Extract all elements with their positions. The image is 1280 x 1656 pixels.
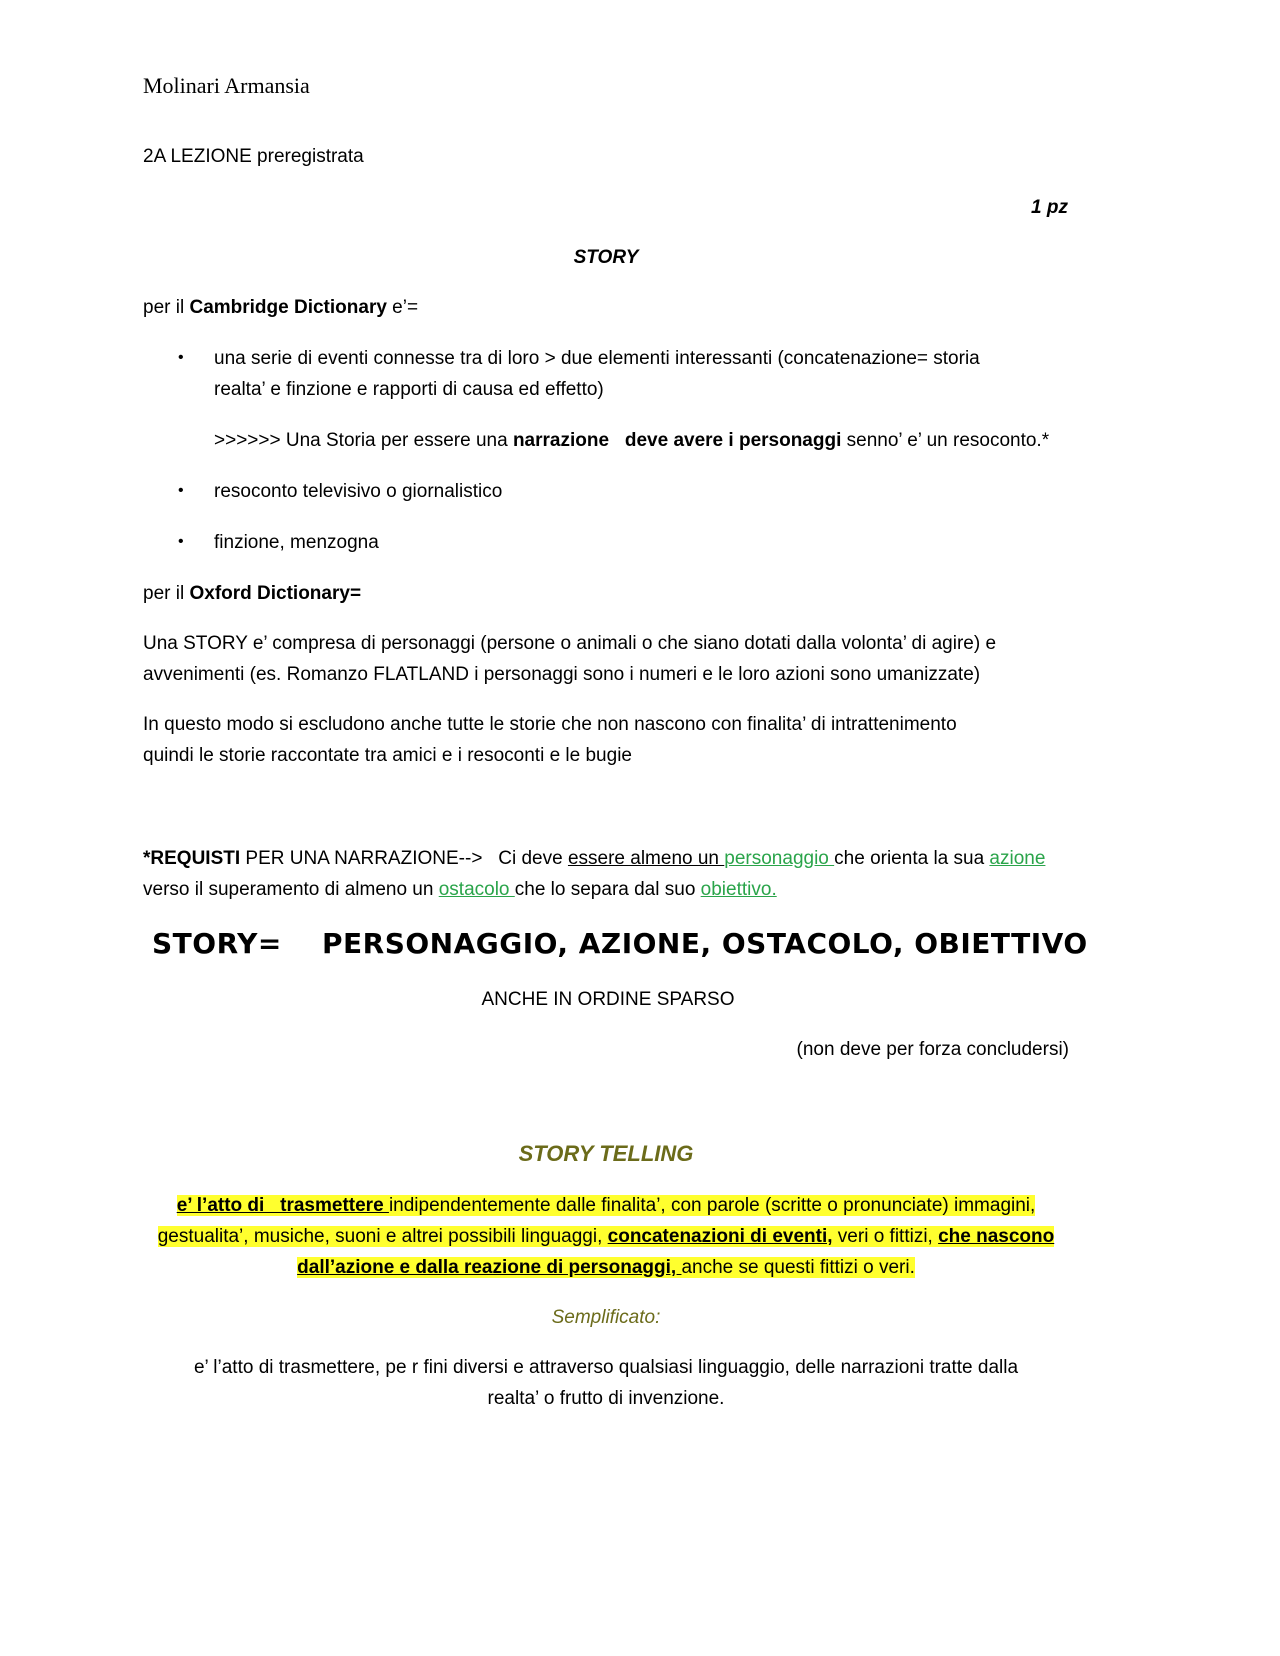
- requisiti-line-2-text-1: verso il superamento di almeno un: [143, 879, 439, 900]
- requisiti-line-2: [143, 879, 777, 902]
- bullet-1-line-2: realta’ e finzione e rapporti di causa ed effetto): [214, 379, 604, 400]
- definition-azione-reazione: dall’azione e dalla reazione di personaggi,: [297, 1257, 682, 1278]
- bullet-1: •: [178, 349, 184, 366]
- simplified-label: Semplificato:: [551, 1307, 661, 1328]
- link-obiettivo[interactable]: obiettivo.: [700, 879, 777, 900]
- note-pre: >>>>>> Una Storia per essere una: [214, 430, 513, 451]
- requisiti-line-1: [143, 848, 1045, 871]
- page-marker: 1 pz: [1031, 197, 1068, 218]
- definition-line-1: [0, 1195, 1212, 1218]
- definition-che-nascono: che nascono: [938, 1226, 1055, 1247]
- definition-atto: e’ l’atto di trasmettere: [176, 1195, 389, 1216]
- formula-right: PERSONAGGIO, AZIONE, OSTACOLO, OBIETTIVO: [322, 927, 1088, 960]
- author-name: Molinari Armansia: [143, 73, 310, 98]
- definition-line-3-hl: [297, 1257, 915, 1278]
- formula-sub: ANCHE IN ORDINE SPARSO: [481, 989, 735, 1010]
- note-gap: [609, 430, 625, 451]
- oxford-para-1-line-2: avvenimenti (es. Romanzo FLATLAND i personaggi sono i numeri e le loro azioni sono umanizzate): [143, 664, 981, 685]
- note-narrazione: narrazione: [512, 430, 610, 451]
- requisiti-line-2-text-2: che lo separa dal suo: [514, 879, 701, 900]
- formula-note: (non deve per forza concludersi): [796, 1039, 1069, 1060]
- definition-line-2-text-2: veri o fittizi,: [832, 1226, 939, 1247]
- note-personaggi: deve avere i personaggi: [624, 430, 842, 451]
- formula-left: STORY=: [152, 927, 282, 960]
- definition-line-3-text: anche se questi fittizi o veri.: [681, 1257, 915, 1278]
- simplified-line-2: realta’ o frutto di invenzione.: [487, 1388, 725, 1409]
- bullet-2: •: [178, 482, 184, 499]
- definition-line-1-hl: [177, 1195, 1036, 1216]
- definition-line-2-text-1: gestualita’, musiche, suoni e altrei possibili linguaggi,: [157, 1226, 608, 1247]
- link-ostacolo[interactable]: ostacolo: [438, 879, 515, 900]
- requisiti-label: *REQUISTI: [143, 848, 241, 869]
- simplified-line-1: e’ l’atto di trasmettere, pe r fini diversi e attraverso qualsiasi linguaggio, delle narrazioni tratte dalla: [193, 1357, 1019, 1378]
- definition-line-2: [0, 1226, 1212, 1249]
- oxford-intro-pre: per il: [143, 583, 190, 604]
- lesson-title: 2A LEZIONE preregistrata: [143, 146, 364, 167]
- definition-line-2-hl: [158, 1226, 1055, 1247]
- cambridge-intro-pre: per il: [143, 297, 190, 318]
- cambridge-intro: [143, 297, 418, 320]
- oxford-para-1-line-1: Una STORY e’ compresa di personaggi (persone o animali o che siano dotati dalla volonta’ di agire) e: [143, 633, 997, 654]
- link-azione[interactable]: azione: [989, 848, 1046, 869]
- definition-line-1-text: indipendentemente dalle finalita’, con parole (scritte o pronunciate) immagini,: [388, 1195, 1036, 1216]
- link-personaggio[interactable]: personaggio: [724, 848, 835, 869]
- narration-note: [214, 430, 1049, 453]
- oxford-para-2-line-2: quindi le storie raccontate tra amici e i resoconti e le bugie: [143, 745, 632, 766]
- definition-line-3: [0, 1257, 1212, 1280]
- bullet-1-line-1: una serie di eventi connesse tra di loro > due elementi interessanti (concatenazione= storia: [214, 348, 980, 369]
- oxford-dictionary-label: Oxford Dictionary=: [189, 583, 362, 604]
- bullet-2-text: resoconto televisivo o giornalistico: [214, 481, 503, 502]
- oxford-para-2-line-1: In questo modo si escludono anche tutte le storie che non nascono con finalita’ di intrattenimento: [143, 714, 957, 735]
- oxford-intro: [143, 583, 361, 606]
- bullet-3-text: finzione, menzogna: [214, 532, 379, 553]
- requisiti-text-1: PER UNA NARRAZIONE--> Ci deve: [240, 848, 568, 869]
- storytelling-heading: STORY TELLING: [518, 1141, 694, 1166]
- cambridge-dictionary-label: Cambridge Dictionary: [189, 297, 387, 318]
- requisiti-text-2: che orienta la sua: [834, 848, 990, 869]
- definition-concatenazioni: concatenazioni di eventi,: [607, 1226, 833, 1247]
- note-post: senno’ e’ un resoconto.*: [841, 430, 1050, 451]
- requisiti-underlined: essere almeno un: [567, 848, 725, 869]
- story-heading: STORY: [573, 247, 639, 268]
- bullet-3: •: [178, 533, 184, 550]
- cambridge-intro-post: e’=: [386, 297, 419, 318]
